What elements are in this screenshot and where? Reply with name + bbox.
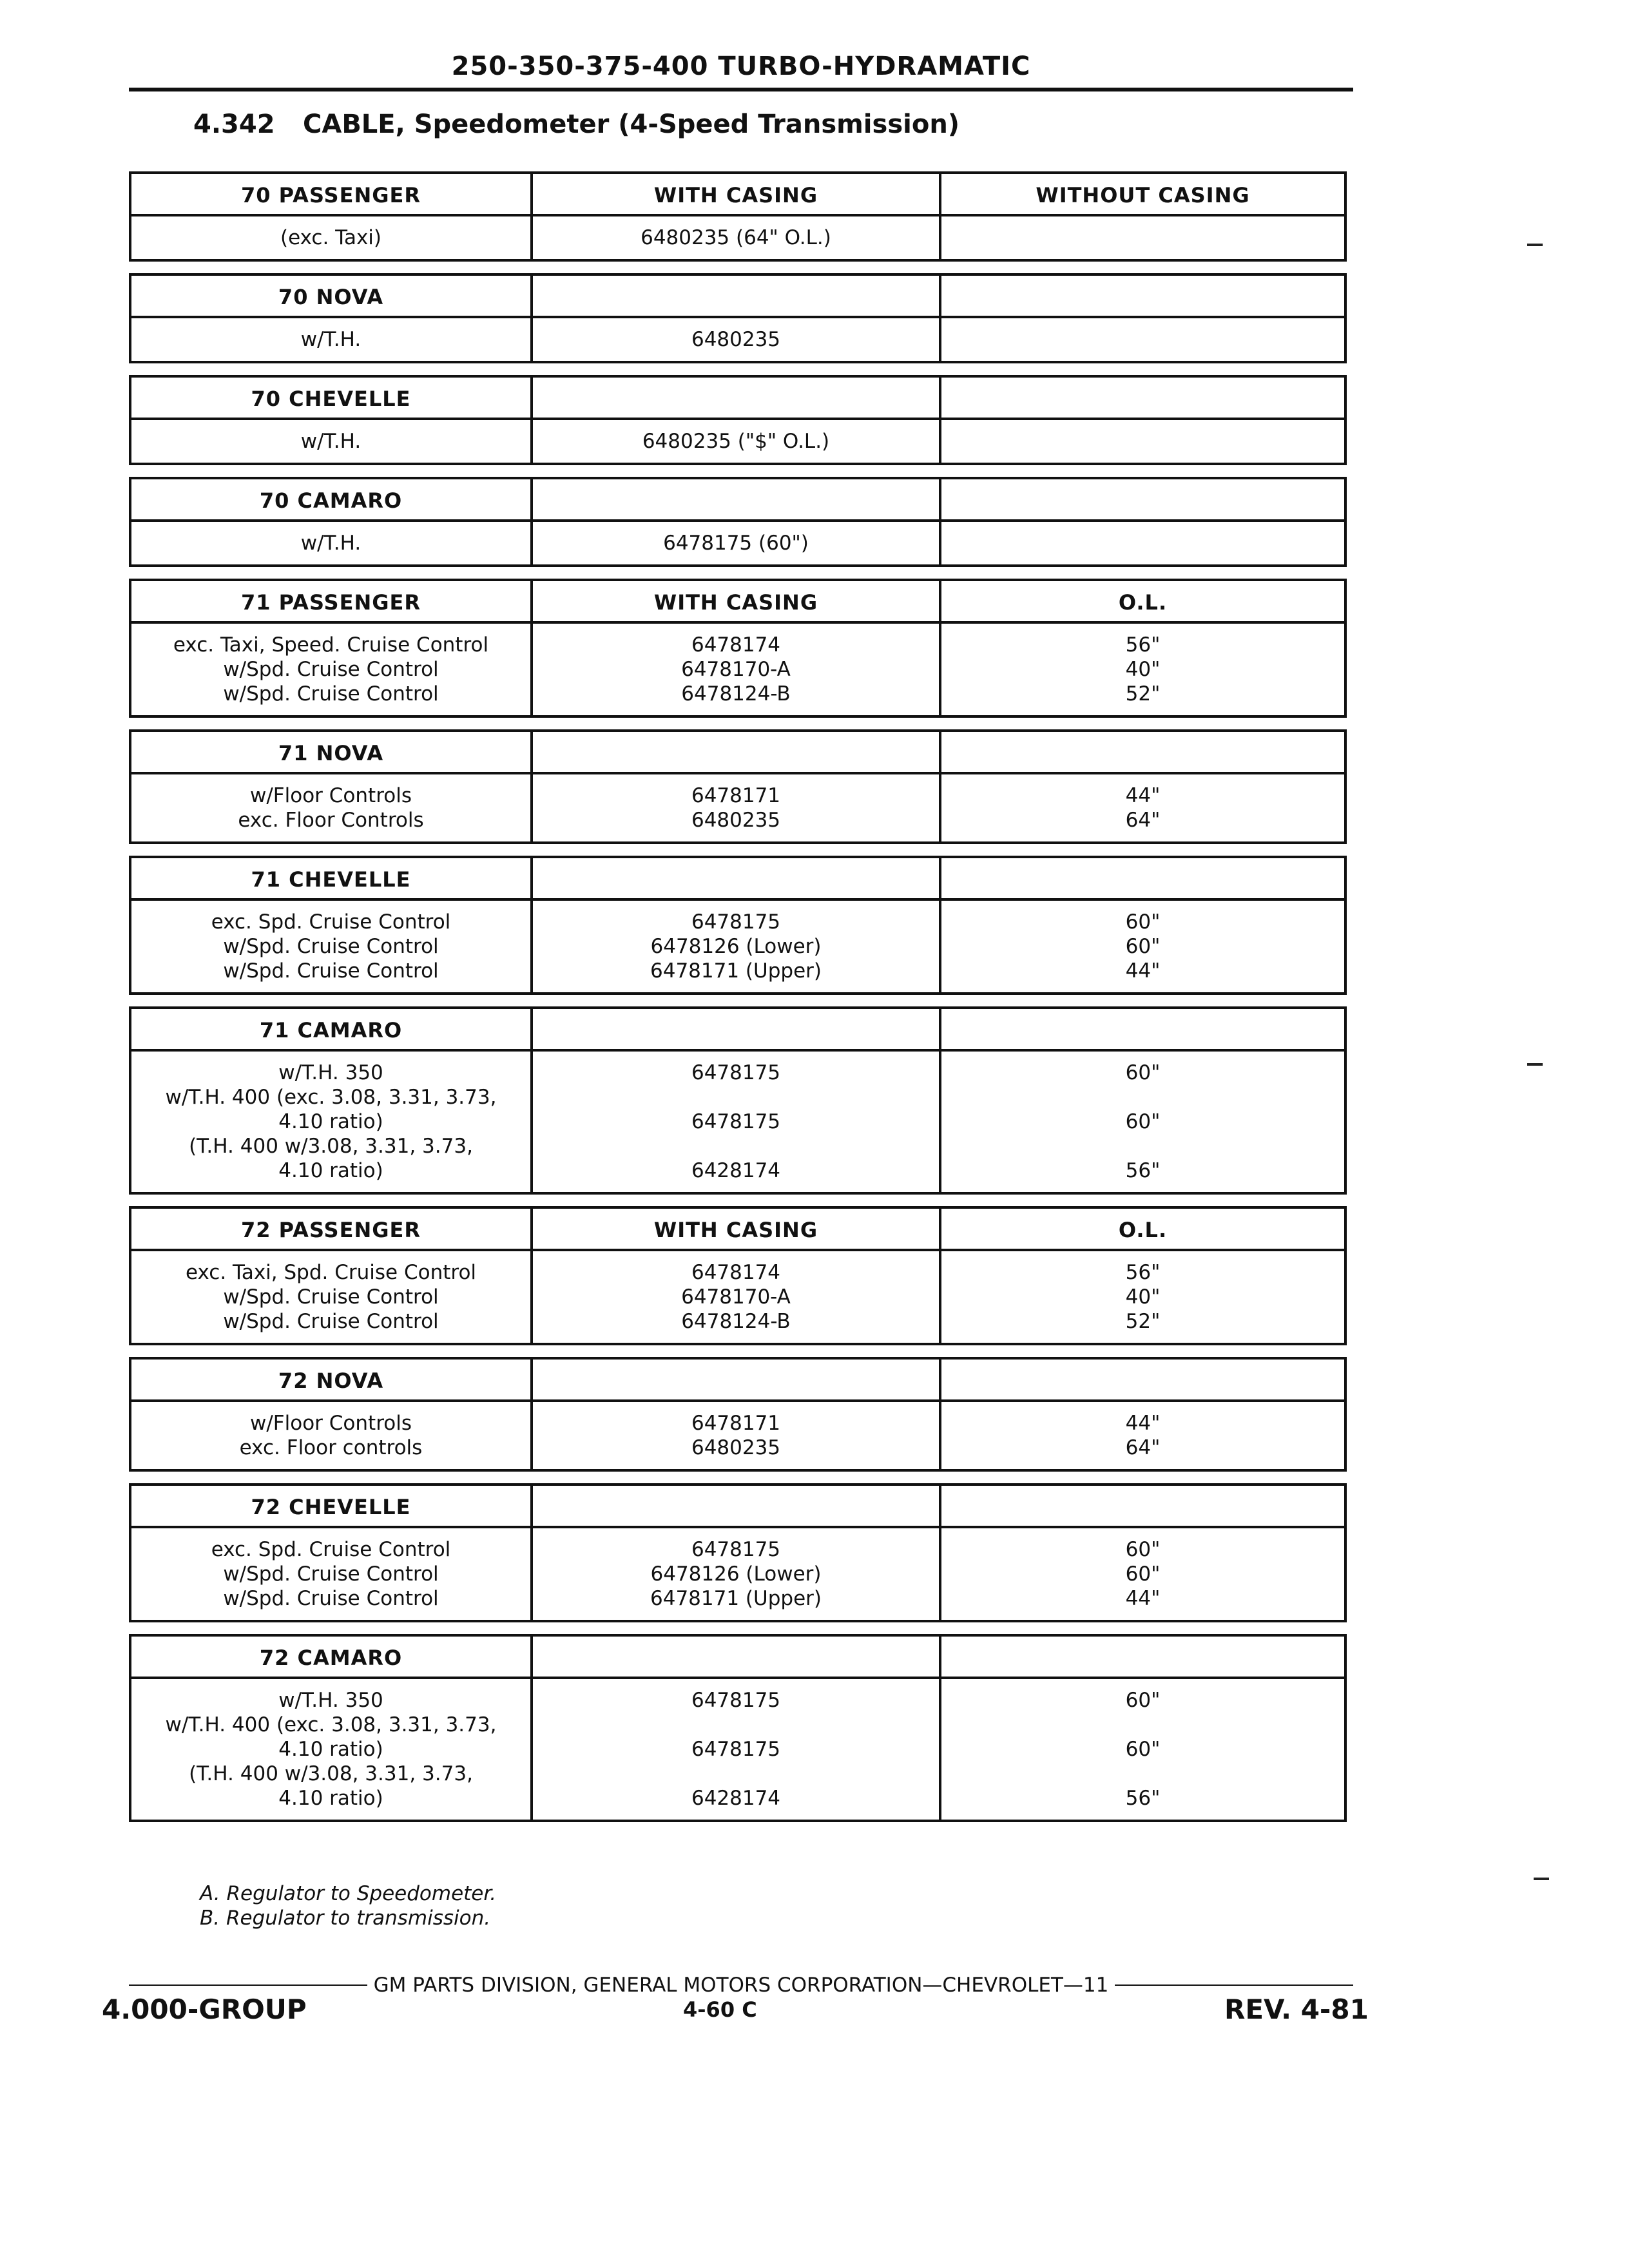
model-table-block (129, 273, 1347, 363)
footer-division-text: GM PARTS DIVISION, GENERAL MOTORS CORPORATION—CHEVROLET—11 (373, 1974, 1109, 1997)
length-cell (941, 1052, 1344, 1192)
model-table-block (129, 856, 1347, 995)
footer-division-line (129, 1974, 1353, 1997)
part-number-line: 6478175 (691, 1689, 781, 1712)
casing-header (533, 378, 941, 420)
part-number-line: 6478174 (691, 1261, 781, 1284)
part-number-cell (533, 420, 941, 463)
part-number-line: 6478124-B (681, 1310, 791, 1333)
part-number-cell (533, 1528, 941, 1620)
footer-dash-left (129, 1984, 367, 1986)
footnote-b: B. Regulator to transmission. (200, 1907, 491, 1930)
length-header: WITHOUT CASING (941, 174, 1344, 216)
parts-tables (129, 171, 1347, 1834)
part-number-line: 6428174 (691, 1787, 781, 1810)
length-line: 56" (1125, 1787, 1161, 1810)
application-line: w/Spd. Cruise Control (223, 682, 439, 706)
application-line: exc. Spd. Cruise Control (211, 910, 451, 934)
length-line: 52" (1125, 1310, 1161, 1333)
application-line: w/Spd. Cruise Control (223, 1285, 439, 1309)
length-line: 60" (1125, 1538, 1161, 1561)
model-table-block (129, 1483, 1347, 1622)
length-header (941, 1637, 1344, 1679)
model-header: 70 CAMARO (131, 479, 533, 522)
page-header-title: 250-350-375-400 TURBO-HYDRAMATIC (451, 52, 1031, 81)
part-number-cell (533, 216, 941, 259)
model-header: 71 CHEVELLE (131, 858, 533, 901)
part-number-line: 6478174 (691, 633, 781, 657)
header-rule (129, 88, 1353, 91)
length-line: 44" (1125, 784, 1161, 807)
application-cell (131, 901, 533, 992)
length-cell (941, 901, 1344, 992)
model-table-block (129, 729, 1347, 844)
length-line (945, 1713, 1340, 1737)
casing-header (533, 732, 941, 774)
length-header (941, 479, 1344, 522)
part-number-line: 6478126 (Lower) (650, 935, 822, 958)
length-cell (941, 1251, 1344, 1343)
application-line: (T.H. 400 w/3.08, 3.31, 3.73, (189, 1135, 473, 1158)
section-title (193, 110, 959, 139)
model-table-block (129, 1206, 1347, 1345)
part-number-line (537, 1762, 935, 1786)
application-line: w/Spd. Cruise Control (223, 1562, 439, 1586)
model-header: 72 PASSENGER (131, 1209, 533, 1251)
model-table-block (129, 1634, 1347, 1822)
part-number-line: 6478175 (691, 1061, 781, 1084)
length-header (941, 378, 1344, 420)
casing-header (533, 479, 941, 522)
application-line: w/T.H. (300, 328, 361, 351)
length-line: 60" (1125, 1061, 1161, 1084)
casing-header (533, 1009, 941, 1052)
application-line: w/T.H. (300, 430, 361, 453)
part-number-line: 6428174 (691, 1159, 781, 1182)
casing-header (533, 1360, 941, 1402)
application-cell (131, 1052, 533, 1192)
footnote-a: A. Regulator to Speedometer. (200, 1882, 497, 1905)
part-number-line: 6478175 (60") (663, 532, 809, 555)
part-number-line: 6480235 (64" O.L.) (641, 226, 831, 249)
part-number-cell (533, 1402, 941, 1469)
application-line: w/Spd. Cruise Control (223, 1587, 439, 1610)
application-line: 4.10 ratio) (278, 1738, 383, 1761)
application-cell (131, 318, 533, 361)
part-number-line (537, 1085, 935, 1110)
part-number-line: 6480235 (691, 809, 781, 832)
model-table-block (129, 1357, 1347, 1472)
application-line: w/T.H. 400 (exc. 3.08, 3.31, 3.73, (165, 1713, 497, 1736)
model-header: 72 CHEVELLE (131, 1486, 533, 1528)
application-line: w/Spd. Cruise Control (223, 1310, 439, 1333)
application-line: exc. Floor controls (239, 1436, 423, 1459)
part-number-cell (533, 624, 941, 715)
part-number-line: 6478170-A (681, 1285, 791, 1309)
part-number-cell (533, 774, 941, 841)
length-line: 60" (1125, 935, 1161, 958)
length-line (945, 1085, 1340, 1110)
length-cell (941, 420, 1344, 463)
part-number-cell (533, 318, 941, 361)
part-number-line: 6478175 (691, 1738, 781, 1761)
section-name: CABLE, Speedometer (4-Speed Transmission) (303, 110, 960, 139)
length-line (945, 429, 1340, 454)
part-number-line: 6478171 (691, 784, 781, 807)
application-cell (131, 1528, 533, 1620)
part-number-cell (533, 901, 941, 992)
casing-header (533, 276, 941, 318)
model-header: 72 NOVA (131, 1360, 533, 1402)
length-cell (941, 1528, 1344, 1620)
margin-tick (1527, 244, 1543, 246)
casing-header: WITH CASING (533, 1209, 941, 1251)
length-cell (941, 774, 1344, 841)
casing-header: WITH CASING (533, 174, 941, 216)
application-line: w/Spd. Cruise Control (223, 935, 439, 958)
application-line: exc. Taxi, Speed. Cruise Control (173, 633, 489, 657)
model-header: 71 PASSENGER (131, 581, 533, 624)
footer-revision: REV. 4-81 (1224, 1994, 1369, 2025)
length-header (941, 1360, 1344, 1402)
part-number-line: 6480235 (691, 1436, 781, 1459)
length-line: 64" (1125, 809, 1161, 832)
length-line: 64" (1125, 1436, 1161, 1459)
model-header: 70 CHEVELLE (131, 378, 533, 420)
application-line: 4.10 ratio) (278, 1787, 383, 1810)
application-line: (T.H. 400 w/3.08, 3.31, 3.73, (189, 1762, 473, 1785)
application-line: w/Floor Controls (250, 784, 412, 807)
part-number-line: 6478170-A (681, 658, 791, 681)
length-line: 44" (1125, 1412, 1161, 1435)
length-line: 44" (1125, 959, 1161, 983)
application-cell (131, 774, 533, 841)
footer-dash-right (1115, 1984, 1353, 1986)
length-line (945, 531, 1340, 555)
length-line: 44" (1125, 1587, 1161, 1610)
footer-group: 4.000-GROUP (102, 1994, 307, 2025)
length-cell (941, 522, 1344, 564)
margin-tick (1527, 1063, 1543, 1066)
footnotes (200, 1881, 496, 1930)
length-header (941, 732, 1344, 774)
application-cell (131, 624, 533, 715)
part-number-cell (533, 1052, 941, 1192)
part-number-cell (533, 522, 941, 564)
application-line: w/T.H. 350 (278, 1689, 383, 1712)
application-line: w/T.H. 400 (exc. 3.08, 3.31, 3.73, (165, 1086, 497, 1109)
length-line: 60" (1125, 1562, 1161, 1586)
application-line: exc. Spd. Cruise Control (211, 1538, 451, 1561)
application-line: w/Spd. Cruise Control (223, 959, 439, 983)
part-number-line: 6478175 (691, 1110, 781, 1133)
part-number-line: 6478171 (Upper) (650, 959, 822, 983)
length-line: 56" (1125, 1261, 1161, 1284)
part-number-line: 6478126 (Lower) (650, 1562, 822, 1586)
length-line (945, 226, 1340, 250)
length-line: 60" (1125, 1689, 1161, 1712)
application-line: w/Spd. Cruise Control (223, 658, 439, 681)
part-number-line (537, 1134, 935, 1158)
length-header (941, 1009, 1344, 1052)
application-line: exc. Taxi, Spd. Cruise Control (185, 1261, 477, 1284)
application-line: 4.10 ratio) (278, 1110, 383, 1133)
model-header: 70 PASSENGER (131, 174, 533, 216)
part-number-line: 6480235 ("$" O.L.) (642, 430, 830, 453)
length-cell (941, 318, 1344, 361)
model-table-block (129, 579, 1347, 718)
application-line: w/T.H. (300, 532, 361, 555)
length-line: 40" (1125, 658, 1161, 681)
application-cell (131, 1251, 533, 1343)
model-header: 70 NOVA (131, 276, 533, 318)
model-table-block (129, 477, 1347, 567)
model-header: 72 CAMARO (131, 1637, 533, 1679)
application-line: w/T.H. 350 (278, 1061, 383, 1084)
casing-header (533, 1486, 941, 1528)
part-number-line: 6478171 (Upper) (650, 1587, 822, 1610)
part-number-line: 6478175 (691, 1538, 781, 1561)
margin-tick (1534, 1878, 1549, 1880)
length-cell (941, 1402, 1344, 1469)
length-cell (941, 216, 1344, 259)
part-number-cell (533, 1679, 941, 1820)
length-line: 60" (1125, 1110, 1161, 1133)
part-number-cell (533, 1251, 941, 1343)
length-line: 56" (1125, 633, 1161, 657)
casing-header (533, 858, 941, 901)
length-line: 56" (1125, 1159, 1161, 1182)
part-number-line (537, 1713, 935, 1737)
model-header: 71 NOVA (131, 732, 533, 774)
application-cell (131, 216, 533, 259)
part-number-line: 6478175 (691, 910, 781, 934)
length-line: 60" (1125, 1738, 1161, 1761)
length-header (941, 858, 1344, 901)
length-cell (941, 1679, 1344, 1820)
model-table-block (129, 375, 1347, 465)
application-cell (131, 420, 533, 463)
length-header: O.L. (941, 581, 1344, 624)
casing-header: WITH CASING (533, 581, 941, 624)
length-cell (941, 624, 1344, 715)
application-cell (131, 522, 533, 564)
application-line: 4.10 ratio) (278, 1159, 383, 1182)
application-line: exc. Floor Controls (238, 809, 424, 832)
part-number-line: 6478171 (691, 1412, 781, 1435)
length-header (941, 1486, 1344, 1528)
application-line: w/Floor Controls (250, 1412, 412, 1435)
section-number: 4.342 (193, 110, 275, 139)
footer-page-number: 4-60 C (683, 1997, 757, 2022)
application-cell (131, 1679, 533, 1820)
length-line (945, 1762, 1340, 1786)
application-cell (131, 1402, 533, 1469)
application-line: (exc. Taxi) (280, 226, 382, 249)
part-number-line: 6480235 (691, 328, 781, 351)
length-header: O.L. (941, 1209, 1344, 1251)
casing-header (533, 1637, 941, 1679)
part-number-line: 6478124-B (681, 682, 791, 706)
length-header (941, 276, 1344, 318)
length-line: 40" (1125, 1285, 1161, 1309)
model-header: 71 CAMARO (131, 1009, 533, 1052)
model-table-block (129, 171, 1347, 262)
length-line: 60" (1125, 910, 1161, 934)
length-line: 52" (1125, 682, 1161, 706)
length-line (945, 327, 1340, 352)
model-table-block (129, 1006, 1347, 1195)
length-line (945, 1134, 1340, 1158)
